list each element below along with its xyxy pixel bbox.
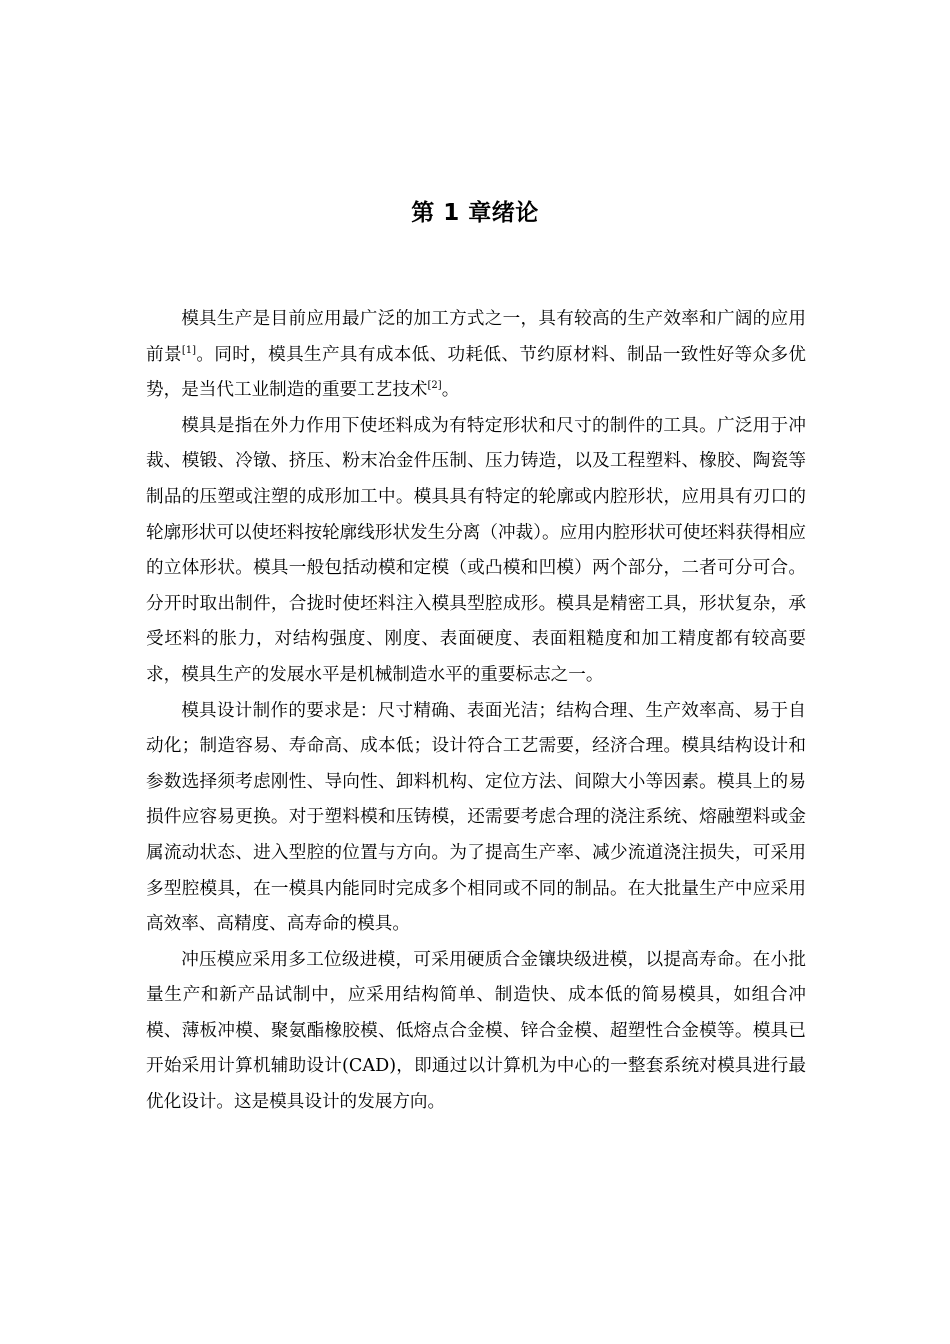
- citation-marker: [1]: [181, 344, 197, 356]
- body-text: [146, 302, 806, 1121]
- paragraph-text: 冲压模应采用多工位级进模，可采用硬质合金镶块级进模，以提高寿命。在小批量生产和新产品试制中，应采用结构简单、制造快、成本低的简易模具，如组合冲模、薄板冲模、聚氨酯橡胶模、低熔点合金模、锌合金模、超塑性合金模等。模具已开始采用计算机辅助设计(CAD)，即通过以计算机为中心的一整套系统对模具进行最优化设计。这是模具设计的发展方向。: [146, 949, 806, 1113]
- paragraph-2: [146, 409, 806, 694]
- paragraph-text: 。: [441, 380, 460, 401]
- chapter-title: 第 1 章绪论: [411, 200, 539, 226]
- paragraph-text: 模具生产是目前应用最广泛的加工方式之一，具有较高的生产效率和广阔的应用前景: [146, 309, 806, 365]
- citation-marker: [2]: [427, 380, 442, 392]
- paragraph-text: 模具是指在外力作用下使坯料成为有特定形状和尺寸的制件的工具。广泛用于冲裁、模锻、冷镦、挤压、粉末冶金件压制、压力铸造，以及工程塑料、橡胶、陶瓷等制品的压塑或注塑的成形加工中。模具具有特定的轮廓或内腔形状，应用具有刃口的轮廓形状可以使坯料按轮廓线形状发生分离（冲裁）。应用内腔形状可使坯料获得相应的立体形状。模具一般包括动模和定模（或凸模和凹模）两个部分，二者可分可合。分开时取出制件，合拢时使坯料注入模具型腔成形。模具是精密工具，形状复杂，承受坯料的胀力，对结构强度、刚度、表面硬度、表面粗糙度和加工精度都有较高要求，模具生产的发展水平是机械制造水平的重要标志之一。: [146, 415, 806, 685]
- paragraph-4: [146, 943, 806, 1121]
- paragraph-3: [146, 694, 806, 943]
- paragraph-1: [146, 302, 806, 409]
- paragraph-text: 。同时，模具生产具有成本低、功耗低、节约原材料、制品一致性好等众多优势，是当代工业制造的重要工艺技术: [146, 344, 806, 401]
- paragraph-text: 模具设计制作的要求是：尺寸精确、表面光洁；结构合理、生产效率高、易于自动化；制造容易、寿命高、成本低；设计符合工艺需要，经济合理。模具结构设计和参数选择须考虑刚性、导向性、卸料机构、定位方法、间隙大小等因素。模具上的易损件应容易更换。对于塑料模和压铸模，还需要考虑合理的浇注系统、熔融塑料或金属流动状态、进入型腔的位置与方向。为了提高生产率、减少流道浇注损失，可采用多型腔模具，在一模具内能同时完成多个相同或不同的制品。在大批量生产中应采用高效率、高精度、高寿命的模具。: [146, 700, 806, 935]
